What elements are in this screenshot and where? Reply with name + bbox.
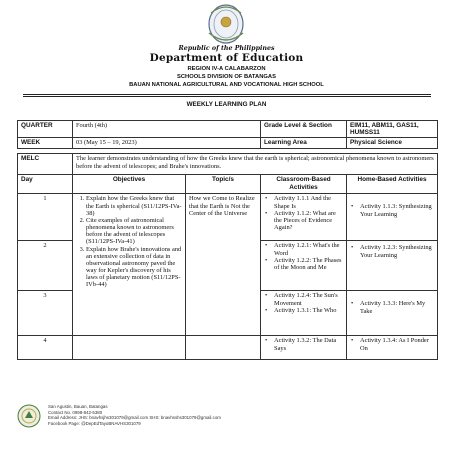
objective-item: 3. Explain how Brahe's innovations and an extensive collection of data in observational astronomy paved the way for Kepler's discovery of his laws of planetary motion (S11/12PS-IVb-44) — [86, 246, 182, 289]
footer-contact — [48, 404, 221, 426]
weekly-plan-table — [17, 120, 438, 360]
day-row-1 — [18, 194, 438, 241]
objective-item: 2. Cite examples of astronomical phenomena known to astronomers before the advent of telescopes (S11/12PS-IVa-41) — [86, 217, 182, 246]
quarter-value-text: Fourth (4th) — [76, 122, 108, 129]
area-label: Learning Area — [261, 138, 347, 149]
melc-row — [18, 154, 438, 175]
republic-title: Republic of the Philippines — [178, 45, 275, 52]
week-row — [18, 138, 438, 149]
activity-item: • Activity 1.1.3: Synthesizing Your Learning — [350, 203, 434, 217]
column-header-objectives: Objectives — [73, 175, 186, 194]
melc-label: MELC — [18, 154, 73, 175]
classroom-activities-cell — [261, 291, 347, 336]
header-divider-second — [23, 96, 431, 97]
school-logo-icon — [17, 404, 41, 428]
activity-item: • Activity 1.3.4: As I Ponder On — [350, 337, 434, 351]
activity-item: • Activity 1.1.1 And the Shape Is — [264, 195, 343, 209]
classroom-activities-cell — [261, 194, 347, 241]
home-activities-cell — [347, 241, 438, 291]
plan-title: WEEKLY LEARNING PLAN — [186, 101, 267, 108]
header-divider — [23, 94, 431, 95]
home-activities-cell — [347, 194, 438, 241]
region-title: REGION IV-A CALABARZON — [187, 66, 266, 72]
column-header-classroom: Classroom-Based Activities — [261, 175, 347, 194]
classroom-activities-cell — [261, 336, 347, 360]
day-number: 3 — [18, 291, 73, 336]
footer-facebook: Facebook Page: @DepEdTayoBNAVHS301079 — [48, 420, 141, 426]
activity-item: • Activity 1.1.2: What are the Pieces of Evidence Again? — [264, 210, 343, 232]
column-header-row — [18, 175, 438, 194]
area-value: Physical Science — [347, 138, 438, 149]
activity-item: • Activity 1.3.3: Here's My Take — [350, 300, 434, 314]
objectives-list — [76, 195, 182, 288]
column-header-home: Home-Based Activities — [347, 175, 438, 194]
quarter-row — [18, 121, 438, 138]
activity-item: • Activity 1.2.3: Synthesizing Your Learning — [350, 244, 434, 258]
classroom-activities-cell — [261, 241, 347, 291]
footer-address: San Agustin, Bauan, Batangas — [48, 404, 108, 409]
activity-item: • Activity 1.3.1: The Who — [264, 307, 343, 314]
deped-seal-icon — [201, 3, 251, 45]
objectives-cell-empty — [73, 336, 186, 360]
footer-email: Email Address: JHS: bnavhsjhs301079@gmail.com SHS: bnavhsshs301079@gmail.com — [48, 415, 221, 420]
activity-item: • Activity 1.2.1: What's the Word — [264, 242, 343, 256]
day-number: 1 — [18, 194, 73, 241]
week-value: 03 (May 15 – 19, 2023) — [73, 138, 261, 149]
day-number: 4 — [18, 336, 73, 360]
quarter-label: QUARTER — [18, 121, 73, 138]
topic-cell: How we Come to Realize that the Earth is Not the Center of the Universe — [186, 194, 261, 336]
melc-value: The learner demonstrates understanding of how the Greeks knew that the earth is spherical; astronomical phenomena known to astronomers before the advent of telescopes; and Brahe's innovations. — [73, 154, 438, 175]
grade-label: Grade Level & Section — [261, 121, 347, 138]
objectives-cell — [73, 194, 186, 336]
grade-value: EIM11, ABM11, GAS11, HUMSS11 — [347, 121, 438, 138]
home-activities-cell — [347, 291, 438, 336]
column-header-topic: Topic/s — [186, 175, 261, 194]
department-title: Department of Education — [149, 52, 304, 64]
activity-item: • Activity 1.2.4: The Sun's Movement — [264, 292, 343, 306]
activity-item: • Activity 1.2.2: The Phases of the Moon and Me — [264, 257, 343, 271]
objective-item: 1. Explain how the Greeks knew that the Earth is spherical (S11/12PS-IVa-38) — [86, 195, 182, 217]
activity-item: • Activity 1.3.2: The Data Says — [264, 337, 343, 351]
topic-cell-empty — [186, 336, 261, 360]
quarter-value — [73, 121, 261, 138]
footer-contact-number: Contact No. 0998-842-5380 — [48, 409, 103, 415]
day-row-4 — [18, 336, 438, 360]
division-title: SCHOOLS DIVISION OF BATANGAS — [177, 74, 276, 80]
school-title: BAUAN NATIONAL AGRICULTURAL AND VOCATIONAL HIGH SCHOOL — [129, 82, 324, 88]
home-activities-cell — [347, 336, 438, 360]
column-header-day: Day — [18, 175, 73, 194]
day-number: 2 — [18, 241, 73, 291]
week-label: WEEK — [18, 138, 73, 149]
